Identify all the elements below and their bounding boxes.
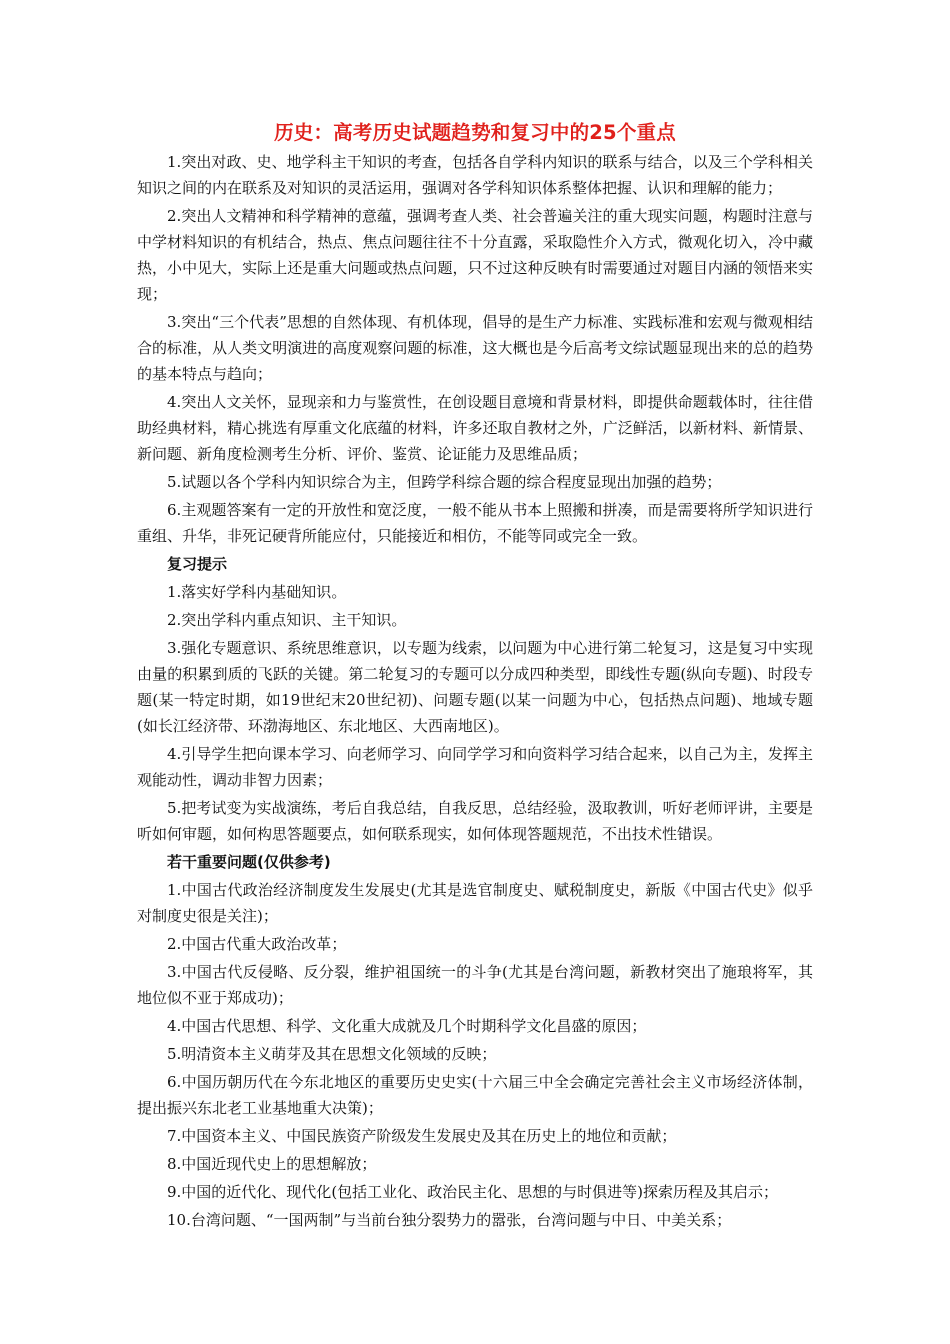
issue-item: 3.中国古代反侵略、反分裂，维护祖国统一的斗争(尤其是台湾问题，新教材突出了施琅将军，其地位似不亚于郑成功)； (137, 963, 813, 1007)
review-heading: 复习提示 (167, 555, 228, 573)
trends-section (137, 149, 813, 549)
review-item: 2.突出学科内重点知识、主干知识。 (167, 611, 407, 629)
trend-item: 4.突出人文关怀，显现亲和力与鉴赏性，在创设题目意境和背景材料，即提供命题载体时，往往借助经典材料，精心挑选有厚重文化底蕴的材料，许多还取自教材之外，广泛鲜活，以新材料、新情景、新问题、新角度检测考生分析、评价、鉴赏、论证能力及思维品质； (137, 393, 813, 463)
issue-item: 10.台湾问题、“一国两制”与当前台独分裂势力的嚣张，台湾问题与中日、中美关系； (167, 1211, 732, 1229)
trend-item: 6.主观题答案有一定的开放性和宽泛度，一般不能从书本上照搬和拼凑，而是需要将所学知识进行重组、升华，非死记硬背所能应付，只能接近和相仿，不能等同或完全一致。 (137, 501, 813, 545)
document-page (137, 118, 813, 1235)
trend-item: 3.突出“三个代表”思想的自然体现、有机体现，倡导的是生产力标准、实践标准和宏观与微观相结合的标准，从人类文明演进的高度观察问题的标准，这大概也是今后高考文综试题显现出来的总的趋势的基本特点与趋向； (137, 313, 813, 383)
issues-heading: 若干重要问题(仅供参考) (167, 853, 331, 871)
issue-item: 8.中国近现代史上的思想解放； (167, 1155, 377, 1173)
issue-item: 4.中国古代思想、科学、文化重大成就及几个时期科学文化昌盛的原因； (167, 1017, 647, 1035)
issue-item: 1.中国古代政治经济制度发生发展史(尤其是选官制度史、赋税制度史，新版《中国古代史》似乎对制度史很是关注)； (137, 881, 813, 925)
review-item: 5.把考试变为实战演练，考后自我总结，自我反思，总结经验，汲取教训，听好老师评讲，主要是听如何审题，如何构思答题要点，如何联系现实，如何体现答题规范，不出技术性错误。 (137, 799, 813, 843)
issue-item: 9.中国的近代化、现代化(包括工业化、政治民主化、思想的与时俱进等)探索历程及其启示； (167, 1183, 779, 1201)
issue-item: 5.明清资本主义萌芽及其在思想文化领域的反映； (167, 1045, 497, 1063)
trend-item: 2.突出人文精神和科学精神的意蕴，强调考查人类、社会普遍关注的重大现实问题，构题时注意与中学材料知识的有机结合，热点、焦点问题往往不十分直露，采取隐性介入方式，微观化切入，冷中藏热，小中见大，实际上还是重大问题或热点问题，只不过这种反映有时需要通过对题目内涵的领悟来实现； (137, 207, 813, 303)
issue-item: 7.中国资本主义、中国民族资产阶级发生发展史及其在历史上的地位和贡献； (167, 1127, 677, 1145)
issues-section (137, 849, 813, 1233)
issue-item: 6.中国历朝历代在今东北地区的重要历史史实(十六届三中全会确定完善社会主义市场经济体制，提出振兴东北老工业基地重大决策)； (137, 1073, 813, 1117)
document-title: 历史：高考历史试题趋势和复习中的25个重点 (274, 121, 676, 144)
review-section (137, 551, 813, 847)
trend-item: 1.突出对政、史、地学科主干知识的考查，包括各自学科内知识的联系与结合，以及三个学科相关知识之间的内在联系及对知识的灵活运用，强调对各学科知识体系整体把握、认识和理解的能力； (137, 153, 813, 197)
trend-item: 5.试题以各个学科内知识综合为主，但跨学科综合题的综合程度显现出加强的趋势； (167, 473, 722, 491)
review-item: 1.落实好学科内基础知识。 (167, 583, 347, 601)
issue-item: 2.中国古代重大政治改革； (167, 935, 347, 953)
review-item: 4.引导学生把向课本学习、向老师学习、向同学学习和向资料学习结合起来，以自己为主，发挥主观能动性，调动非智力因素； (137, 745, 813, 789)
review-item: 3.强化专题意识、系统思维意识，以专题为线索，以问题为中心进行第二轮复习，这是复习中实现由量的积累到质的飞跃的关键。第二轮复习的专题可以分成四种类型，即线性专题(纵向专题)、时段专题(某一特定时期，如19世纪末20世纪初)、问题专题(以某一问题为中心，包括热点问题)、地域专题(如长江经济带、环渤海地区、东北地区、大西南地区)。 (137, 639, 813, 735)
